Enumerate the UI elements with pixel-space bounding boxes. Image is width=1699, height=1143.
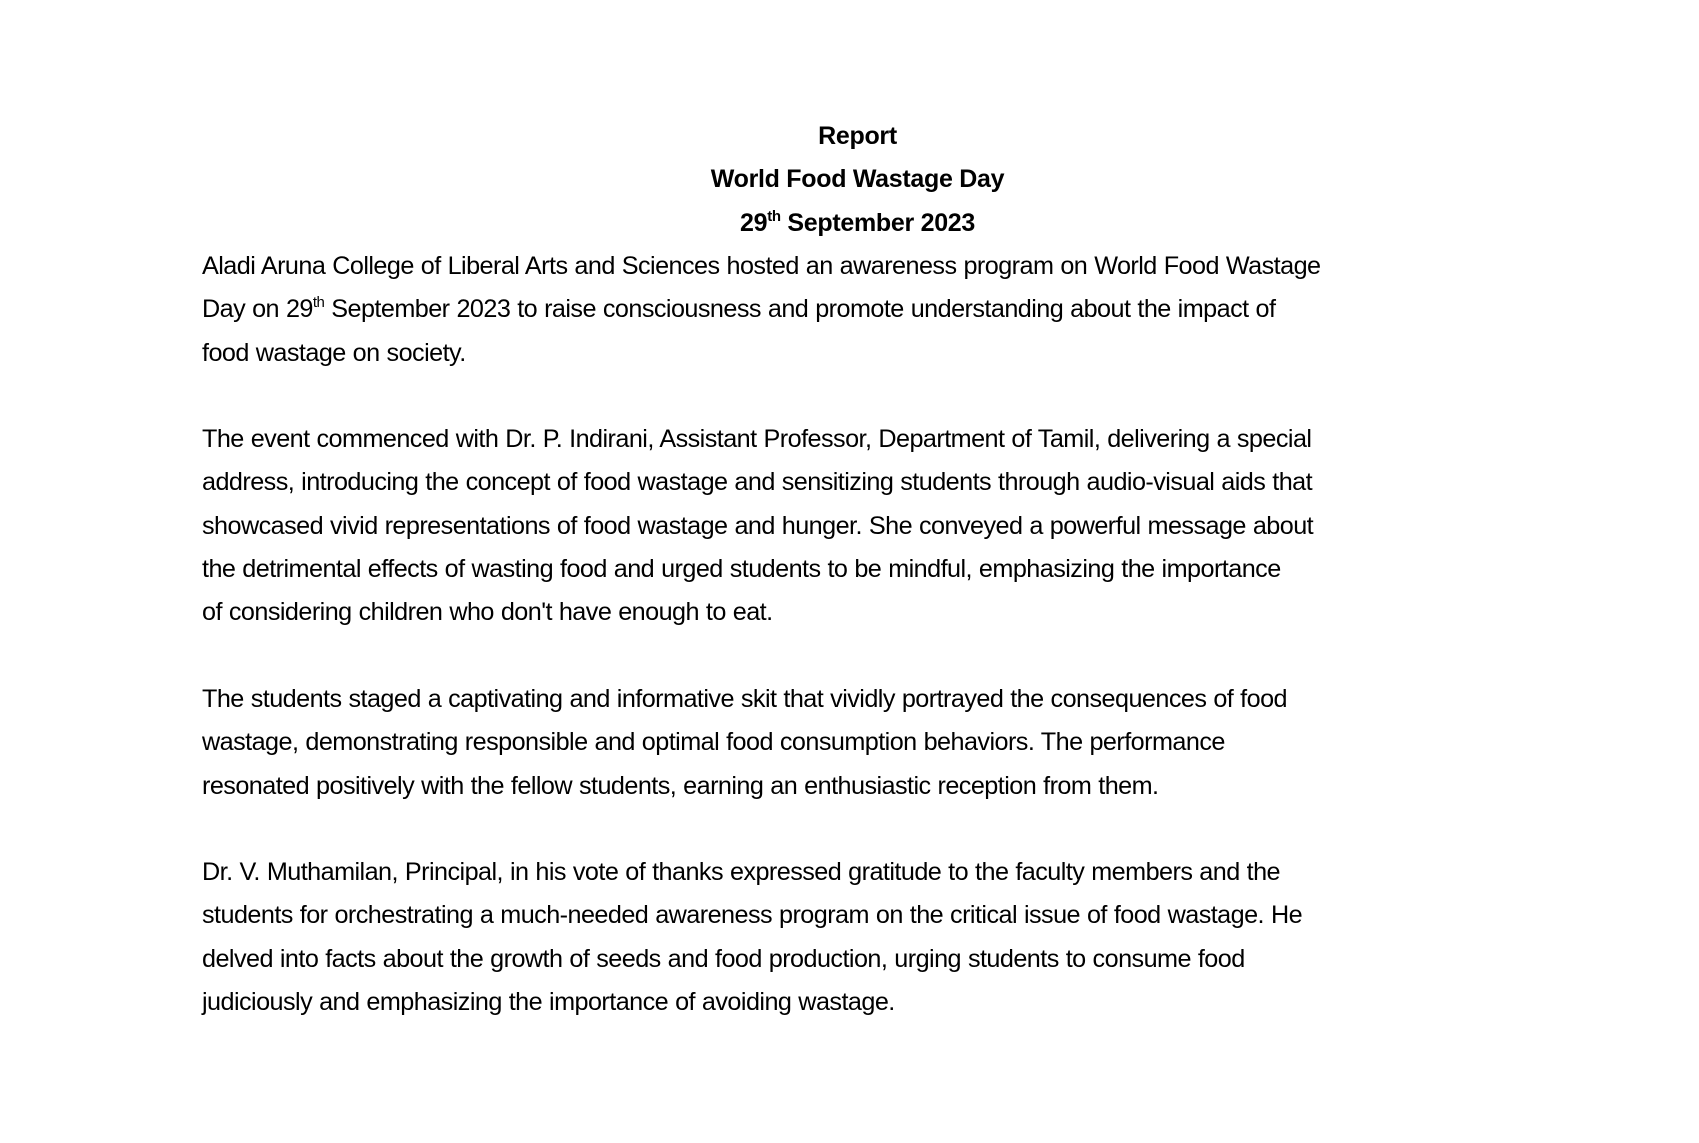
text-line: showcased vivid representations of food wastage and hunger. She conveyed a powerful message about [202, 511, 1314, 540]
text-line: resonated positively with the fellow students, earning an enthusiastic reception from them. [202, 771, 1159, 800]
paragraph-special-address [202, 418, 1532, 634]
paragraph-skit [202, 678, 1532, 808]
text-line: food wastage on society. [202, 338, 466, 367]
text-line-part: Day on 29 [202, 295, 313, 324]
text-line: The students staged a captivating and informative skit that vividly portrayed the consequences of food [202, 684, 1288, 713]
report-date-day: 29 [740, 208, 768, 237]
report-date-rest: September 2023 [780, 208, 975, 237]
text-line: delved into facts about the growth of seeds and food production, urging students to consume food [202, 944, 1245, 973]
text-line: the detrimental effects of wasting food and urged students to be mindful, emphasizing the importance [202, 555, 1281, 584]
report-subtitle: World Food Wastage Day [710, 165, 1005, 194]
text-line: of considering children who don't have enough to eat. [202, 598, 773, 627]
text-line: students for orchestrating a much-needed awareness program on the critical issue of food wastage. He [202, 901, 1303, 930]
text-line-part: September 2023 to raise consciousness and promote understanding about the impact of [324, 295, 1276, 324]
report-header [0, 115, 1699, 245]
paragraph-vote-of-thanks [202, 851, 1532, 1024]
text-line [202, 288, 1532, 331]
report-date [0, 202, 1699, 245]
text-line: The event commenced with Dr. P. Indirani, Assistant Professor, Department of Tamil, delivering a special [202, 425, 1312, 454]
ordinal-suffix: th [312, 294, 325, 312]
text-line: address, introducing the concept of food wastage and sensitizing students through audio-visual aids that [202, 468, 1313, 497]
text-line: wastage, demonstrating responsible and optimal food consumption behaviors. The performance [202, 728, 1225, 757]
text-line: Aladi Aruna College of Liberal Arts and Sciences hosted an awareness program on World Food Wastage [202, 252, 1321, 280]
report-title: Report [818, 122, 897, 150]
text-line: Dr. V. Muthamilan, Principal, in his vote of thanks expressed gratitude to the faculty members and the [202, 858, 1280, 887]
paragraph-intro [202, 245, 1532, 375]
text-line: judiciously and emphasizing the importance of avoiding wastage. [202, 988, 895, 1017]
report-date-suffix: th [767, 207, 781, 225]
report-body [202, 245, 1532, 1068]
